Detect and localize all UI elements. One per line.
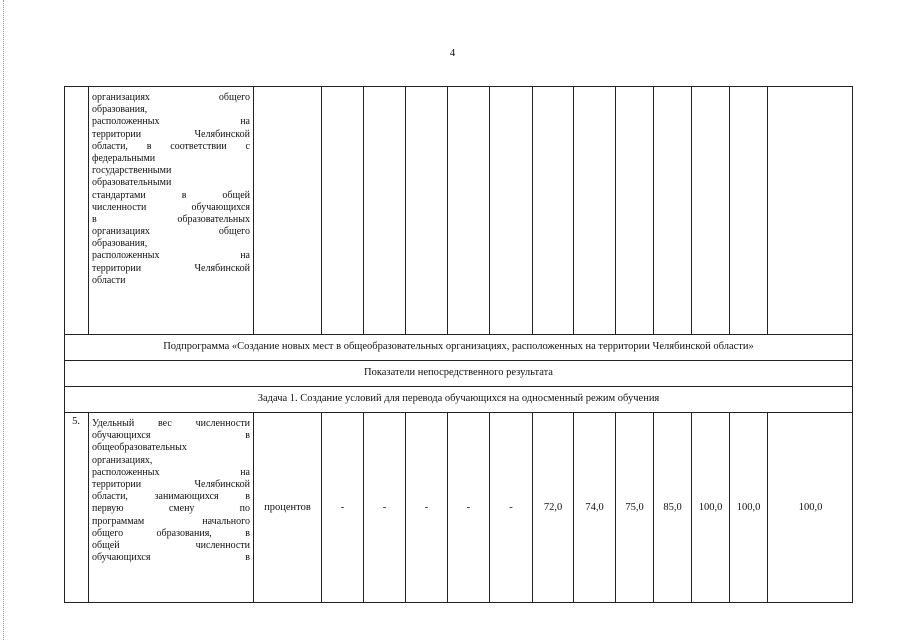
top-desc-line: области, в соответствии с: [92, 140, 250, 152]
top-desc-line: государственными: [92, 165, 172, 177]
row5-value: -: [489, 412, 532, 603]
row5-value: 100,0: [691, 412, 729, 603]
top-desc-line: образования,: [92, 238, 148, 250]
top-desc-line: образовательными: [92, 177, 172, 189]
row5-value: 74,0: [573, 412, 615, 603]
row5-desc-line: обучающихся в: [92, 552, 250, 564]
top-row-number-cell: [64, 86, 88, 334]
top-row-value-cell: [729, 86, 767, 334]
page-number: 4: [449, 47, 456, 59]
top-desc-line: расположенных на: [92, 250, 250, 262]
row5-desc-line: общеобразовательных: [92, 442, 187, 454]
top-desc-line: организациях общего: [92, 226, 250, 238]
top-desc-line: расположенных на: [92, 116, 250, 128]
row5-desc-line: программам начального: [92, 515, 250, 527]
top-desc-line: территории Челябинской: [92, 128, 250, 140]
row5-desc-line: общего образования, в: [92, 527, 250, 539]
page-left-edge: [3, 0, 4, 640]
row5-desc-line: Удельный вес численности: [92, 418, 250, 429]
row5-desc-line: области, занимающихся в: [92, 491, 250, 503]
row5-value: 75,0: [615, 412, 653, 603]
top-row-value-cell: [691, 86, 729, 334]
top-row-value-cell: [573, 86, 615, 334]
row5-value: 100,0: [729, 412, 767, 603]
top-desc-line: организациях общего: [92, 92, 250, 103]
subprogram-title: Подпрограмма «Создание новых мест в общеобразовательных организациях, расположенных на территории Челябинской области»: [64, 334, 853, 360]
row5-desc-line: первую смену по: [92, 503, 250, 515]
row5-value: -: [321, 412, 363, 603]
top-row-description: [88, 86, 253, 334]
row5-value: 85,0: [653, 412, 691, 603]
row5-value: -: [405, 412, 447, 603]
row5-value: 100,0: [767, 412, 853, 603]
top-row-value-cell: [363, 86, 405, 334]
top-desc-line: образования,: [92, 104, 148, 116]
top-desc-line: стандартами в общей: [92, 189, 250, 201]
top-row-value-cell: [615, 86, 653, 334]
row5-value: -: [363, 412, 405, 603]
row5-value: -: [447, 412, 489, 603]
row5-number: 5.: [64, 412, 88, 603]
top-row-value-cell: [321, 86, 363, 334]
row5-desc-line: организациях,: [92, 454, 153, 466]
top-row-value-cell: [653, 86, 691, 334]
indicators-title: Показатели непосредственного результата: [64, 360, 853, 386]
top-desc-line: области: [92, 274, 126, 286]
row5-desc-line: общей численности: [92, 539, 250, 551]
top-row-value-cell: [405, 86, 447, 334]
top-row-value-cell: [532, 86, 573, 334]
task-title: Задача 1. Создание условий для перевода обучающихся на односменный режим обучения: [64, 386, 853, 412]
indicators-table: [64, 86, 853, 603]
row5-desc-line: расположенных на: [92, 466, 250, 478]
top-row-value-cell: [447, 86, 489, 334]
top-desc-line: территории Челябинской: [92, 262, 250, 274]
top-desc-line: федеральными: [92, 152, 156, 164]
row5-value: 72,0: [532, 412, 573, 603]
row5-desc-line: обучающихся в: [92, 430, 250, 442]
row5-desc-line: территории Челябинской: [92, 478, 250, 490]
top-row-unit-cell: [253, 86, 321, 334]
top-desc-line: численности обучающихся: [92, 201, 250, 213]
top-row-value-cell: [489, 86, 532, 334]
row5-description: [88, 412, 253, 603]
top-desc-line: в образовательных: [92, 213, 250, 225]
row5-unit: процентов: [253, 412, 321, 603]
top-row-value-cell: [767, 86, 853, 334]
